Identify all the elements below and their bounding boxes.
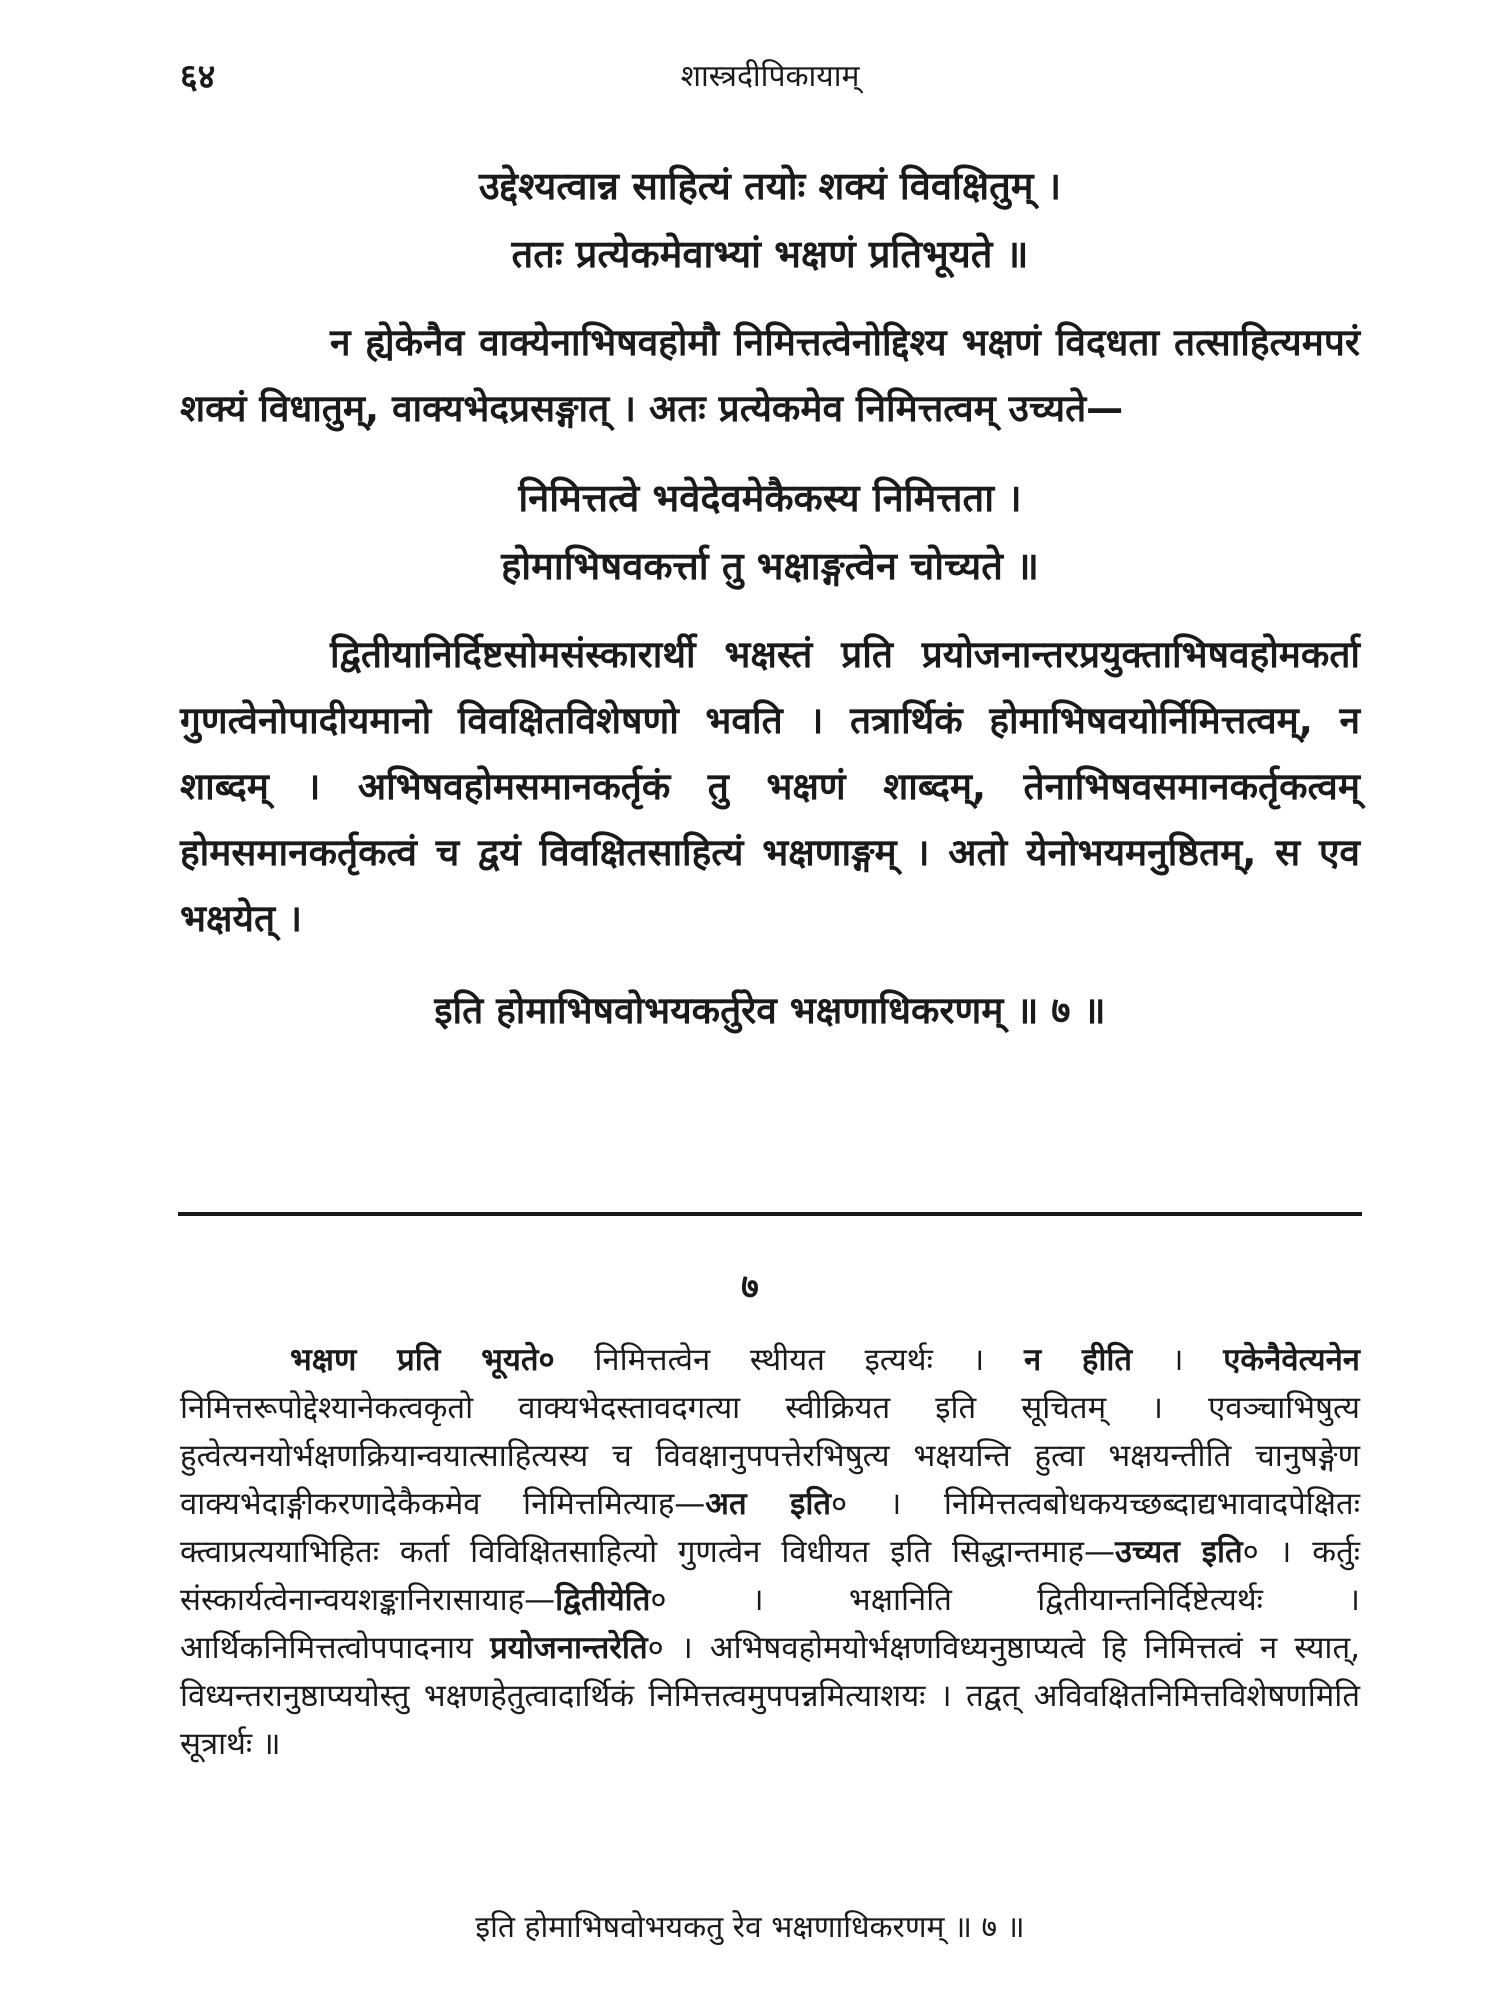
verse-block-2 (180, 464, 1360, 600)
verse-line: होमाभिषवकर्त्ता तु भक्षाङ्गत्वेन चोच्यते ॥ (501, 544, 1039, 588)
commentary-lemma: न हीति (1024, 1342, 1133, 1378)
commentary-section (180, 1336, 1360, 1768)
commentary-segment: निमित्तरूपोद्देश्यानेकत्वकृतो वाक्यभेदस्तावदगत्या स्वीक्रियत इति सूचितम् । एवञ्चाभिषुत्य हुत्वेत्यनयोर्भक्षणक्रियान्वयात्साहित्यस्य च विवक्षानुपपत्तेरभिषुत्य भक्षयन्ति हुत्वा भक्षयन्तीति चानुषङ्गेण वाक्यभेदाङ्गीकरणादेकैकमेव निमित्तमित्याह— (180, 1390, 1360, 1522)
commentary-lemma: उच्यत इति (1115, 1534, 1243, 1570)
commentary-segment: ० । अभिषवहोमयोर्भक्षणविध्यनुष्ठाप्यत्वे हि निमित्तत्वं न स्यात्, विध्यन्तरानुष्ठाप्ययोस्तु भक्षणहेतुत्वादार्थिकं निमित्तत्वमुपपन्नमित्याशयः । तद्वत् अविवक्षितनिमित्तविशेषणमिति सूत्रार्थः ॥ (180, 1630, 1360, 1762)
commentary-text (180, 1336, 1360, 1768)
running-title: शास्त्रदीपिकायाम् (680, 59, 860, 94)
commentary-segment: ० । कर्तुः संस्कार्यत्वेनान्वयशङ्कानिरासायाह— (180, 1534, 1360, 1618)
commentary-segment: । (1132, 1342, 1224, 1378)
divider-rule (178, 1212, 1362, 1216)
commentary-number: ७ (741, 1267, 759, 1307)
commentary-lemma: द्वितीयेति (555, 1582, 651, 1618)
main-text (180, 152, 1360, 1044)
verse-line: उद्देश्यत्वान्न साहित्यं तयोः शक्यं विवक्षितुम् । (478, 164, 1062, 208)
verse-line: ततः प्रत्येकमेवाभ्यां भक्षणं प्रतिभूयते ॥ (511, 232, 1029, 276)
commentary-segment: निमित्तत्वेन स्थीयत इत्यर्थः । (554, 1342, 1024, 1378)
page-header (180, 52, 1360, 102)
commentary-lemma: अत इति (705, 1486, 832, 1522)
commentary-segment: ० । भक्षानिति द्वितीयान्तनिर्दिष्टेत्यर्थः । आर्थिकनिमित्तत्वोपपादनाय (180, 1582, 1360, 1666)
paragraph-2: द्वितीयानिर्दिष्टसोमसंस्कारार्थी भक्षस्तं प्रति प्रयोजनान्तरप्रयुक्ताभिषवहोमकर्ता गुणत्वेनोपादीयमानो विवक्षितविशेषणो भवति । तत्रार्थिकं होमाभिषवयोर्निमित्तत्वम्, न शाब्दम् । अभिषवहोमसमानकर्तृकं तु भक्षणं शाब्दम्, तेनाभिषवसमानकर्तृकत्वम् होमसमानकर्तृकत्वं च द्वयं विवक्षितसाहित्यं भक्षणाङ्गम् । अतो येनोभयमनुष्ठितम्, स एव भक्षयेत् । (180, 633, 1360, 940)
verse-block-1 (180, 152, 1360, 288)
commentary-lemma: भक्षण प्रति भूयते० (290, 1342, 555, 1378)
verse-line: निमित्तत्वे भवेदेवमेकैकस्य निमित्तता । (518, 476, 1022, 520)
commentary-lemma: प्रयोजनान्तरेति (490, 1630, 648, 1666)
commentary-colophon: इति होमाभिषवोभयकतु रेव भक्षणाधिकरणम् ॥ ७ ॥ (475, 1910, 1025, 1945)
page-number: ६४ (180, 57, 216, 97)
commentary-segment: ० । निमित्तत्वबोधकयच्छब्दाद्यभावादपेक्षितः क्त्वाप्रत्ययाभिहितः कर्ता विविक्षितसाहित्यो गुणत्वेन विधीयत इति सिद्धान्तमाह— (180, 1486, 1360, 1570)
section-colophon: इति होमाभिषवोभयकर्तुरेव भक्षणाधिकरणम् ॥ ७ ॥ (434, 989, 1106, 1032)
commentary-lemma: एकेनैवेत्यनेन (1223, 1342, 1360, 1378)
paragraph-1: न ह्येकेनैव वाक्येनाभिषवहोमौ निमित्तत्वेनोद्दिश्य भक्षणं विदधता तत्साहित्यमपरं शक्यं विधातुम्, वाक्यभेदप्रसङ्गात् । अतः प्रत्येकमेव निमित्तत्वम् उच्यते— (180, 321, 1360, 430)
